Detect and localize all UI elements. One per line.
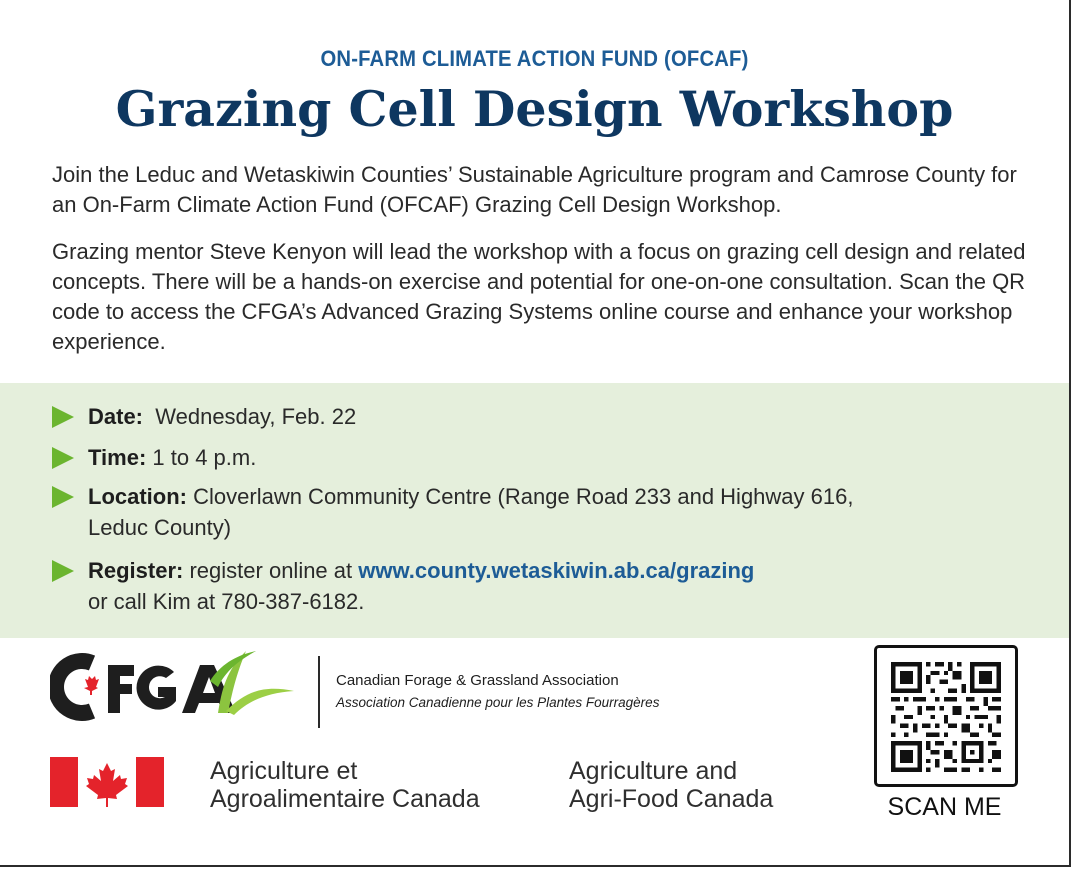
register-label: Register: (88, 558, 184, 583)
qr-code-frame[interactable] (874, 645, 1018, 787)
time-value: 1 to 4 p.m. (152, 445, 257, 470)
location-label: Location: (88, 484, 187, 509)
org-name-french: Association Canadienne pour les Plantes Fourragères (336, 695, 660, 710)
date-value: Wednesday, Feb. 22 (155, 404, 357, 429)
intro-paragraph-2: Grazing mentor Steve Kenyon will lead the workshop with a focus on grazing cell design and related concepts. There will be a hands-on exercise and potential for one-on-one consultation. Scan the QR code to access the CFGA’s Advanced Grazing Systems online course and enhance your workshop experience. (52, 239, 1026, 354)
program-kicker: ON-FARM CLIMATE ACTION FUND (OFCAF) (320, 46, 749, 71)
scan-me-label: SCAN ME (887, 793, 1002, 821)
location-value-line2: Leduc County) (88, 515, 232, 540)
time-label: Time: (88, 445, 147, 470)
triangle-bullet-icon (52, 406, 74, 428)
agriculture-canada-english (569, 757, 773, 813)
cfga-logo (50, 641, 300, 731)
register-link[interactable]: www.county.wetaskiwin.ab.ca/grazing (358, 558, 755, 583)
qr-code-icon (891, 662, 1001, 772)
triangle-bullet-icon (52, 447, 74, 469)
agri-en-line1: Agriculture and (569, 757, 738, 785)
agri-en-line2: Agri-Food Canada (569, 785, 774, 813)
location-value-line1: Cloverlawn Community Centre (Range Road 233 and Highway 616, (193, 484, 854, 509)
logo-divider (318, 656, 320, 728)
org-name-english: Canadian Forage & Grassland Association (336, 672, 619, 689)
register-text: register online at (189, 558, 353, 583)
detail-location (52, 481, 853, 543)
triangle-bullet-icon (52, 486, 74, 508)
detail-register (52, 555, 754, 617)
agriculture-canada-french (210, 757, 480, 813)
agri-fr-line2: Agroalimentaire Canada (210, 785, 480, 813)
intro-paragraph-1: Join the Leduc and Wetaskiwin Counties’ Sustainable Agriculture program and Camrose County for an On-Farm Climate Action Fund (OFCAF) Grazing Cell Design Workshop. (52, 162, 1017, 217)
canada-flag-icon (50, 757, 164, 807)
triangle-bullet-icon (52, 560, 74, 582)
date-label: Date: (88, 404, 144, 429)
agri-fr-line1: Agriculture et (210, 757, 358, 785)
detail-date (52, 401, 356, 432)
page-title: Grazing Cell Design Workshop (115, 80, 954, 138)
register-phone-line: or call Kim at 780-387-6182. (88, 589, 365, 614)
detail-time (52, 442, 256, 473)
